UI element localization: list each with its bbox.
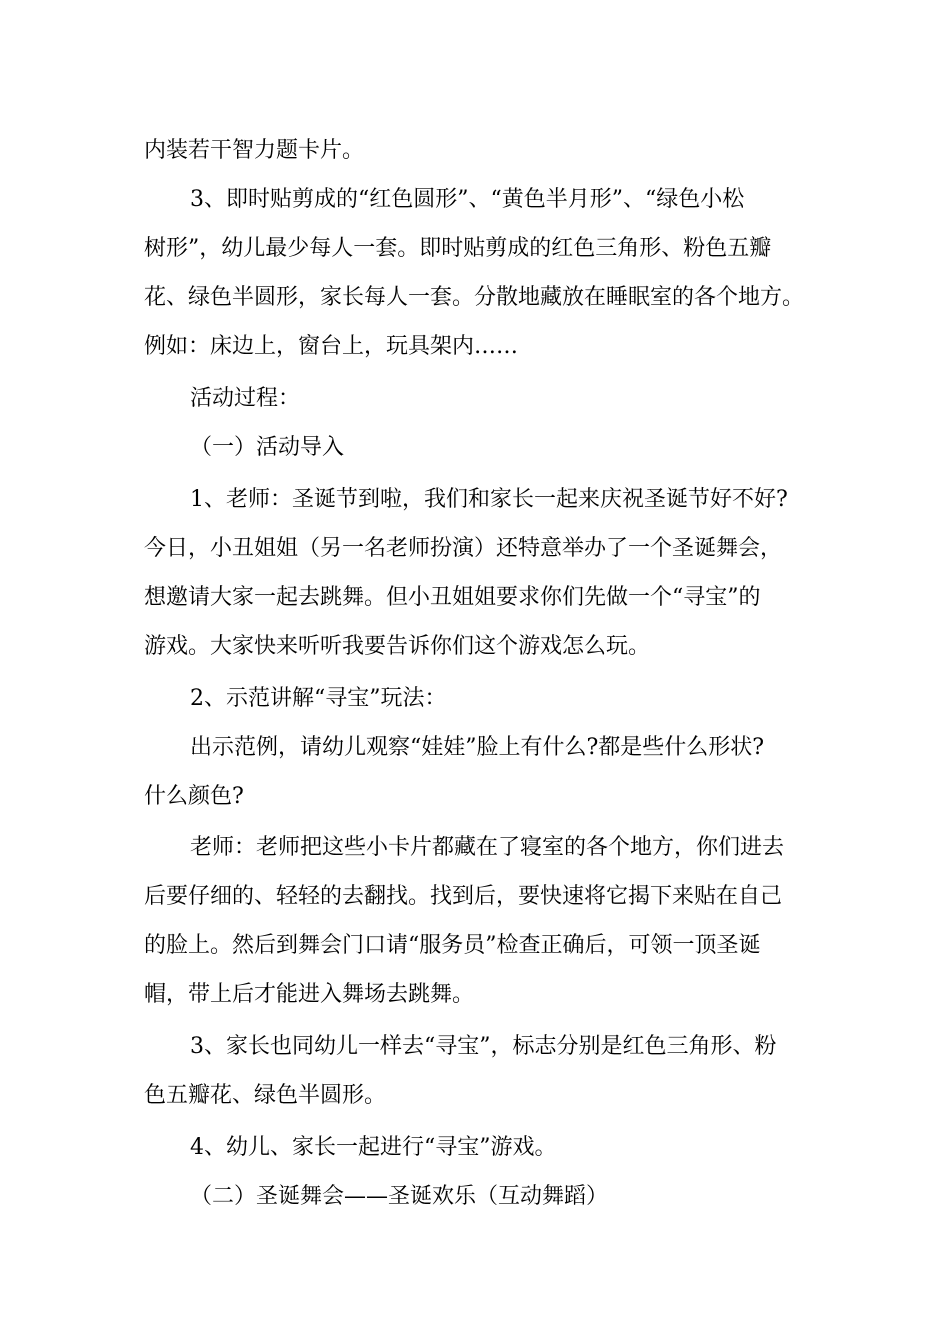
text-line: 老师：老师把这些小卡片都藏在了寝室的各个地方，你们进去 [190,835,785,860]
text-line: 花、绿色半圆形，家长每人一套。分散地藏放在睡眠室的各个地方。 [144,285,805,310]
text-line: 内装若干智力题卡片。 [144,138,365,163]
text-line: 例如：床边上，窗台上，玩具架内…… [144,334,519,359]
text-line: 树形”，幼儿最少每人一套。即时贴剪成的红色三角形、粉色五瓣 [144,236,772,261]
text-line: 今日，小丑姐姐（另一名老师扮演）还特意举办了一个圣诞舞会， [144,536,783,561]
text-line: 想邀请大家一起去跳舞。但小丑姐姐要求你们先做一个“寻宝”的 [144,585,761,610]
text-line: 3、家长也同幼儿一样去“寻宝”，标志分别是红色三角形、粉 [190,1034,777,1059]
text-line: 后要仔细的、轻轻的去翻找。找到后，要快速将它揭下来贴在自己 [144,884,783,909]
text-line: 4、幼儿、家长一起进行“寻宝”游戏。 [190,1135,557,1160]
text-line: 色五瓣花、绿色半圆形。 [144,1083,387,1108]
text-line: 什么颜色? [144,784,244,809]
section-heading: （一）活动导入 [190,435,345,460]
text-line: 2、示范讲解“寻宝”玩法： [190,686,447,711]
text-line: 3、即时贴剪成的“红色圆形”、“黄色半月形”、“绿色小松 [190,187,745,212]
text-line: 游戏。大家快来听听我要告诉你们这个游戏怎么玩。 [144,634,651,659]
section-heading: （二）圣诞舞会——圣诞欢乐（互动舞蹈） [190,1184,609,1209]
section-heading: 活动过程： [190,386,301,411]
text-line: 1、老师：圣诞节到啦，我们和家长一起来庆祝圣诞节好不好? [190,487,788,512]
text-line: 帽，带上后才能进入舞场去跳舞。 [144,982,475,1007]
text-line: 的脸上。然后到舞会门口请“服务员”检查正确后，可领一顶圣诞 [144,933,761,958]
text-line: 出示范例，请幼儿观察“娃娃”脸上有什么?都是些什么形状? [190,735,765,760]
